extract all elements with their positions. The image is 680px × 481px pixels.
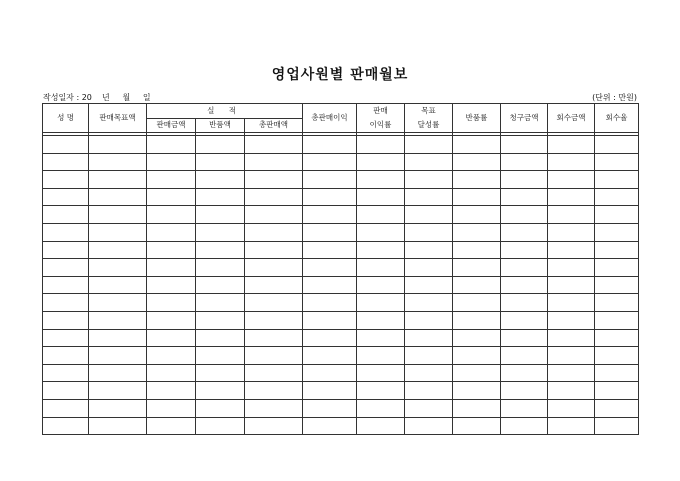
- table-cell[interactable]: [196, 311, 245, 329]
- table-cell[interactable]: [595, 259, 639, 277]
- table-cell[interactable]: [43, 276, 89, 294]
- table-cell[interactable]: [196, 364, 245, 382]
- table-cell[interactable]: [245, 136, 303, 154]
- table-cell[interactable]: [147, 188, 196, 206]
- table-row: [43, 382, 639, 400]
- table-cell[interactable]: [245, 259, 303, 277]
- report-title: 영업사원별 판매월보: [271, 67, 409, 83]
- table-cell[interactable]: [303, 206, 357, 224]
- table-cell[interactable]: [405, 188, 453, 206]
- table-row: [43, 329, 639, 347]
- table-cell[interactable]: [501, 206, 548, 224]
- header-collection-rate: 회수율: [595, 104, 639, 133]
- table-cell[interactable]: [196, 171, 245, 189]
- table-cell[interactable]: [595, 153, 639, 171]
- table-cell[interactable]: [453, 294, 501, 312]
- table-cell[interactable]: [196, 259, 245, 277]
- table-cell[interactable]: [501, 347, 548, 365]
- table-cell[interactable]: [43, 241, 89, 259]
- table-cell[interactable]: [196, 329, 245, 347]
- table-cell[interactable]: [548, 347, 595, 365]
- table-cell[interactable]: [303, 382, 357, 400]
- table-cell[interactable]: [453, 329, 501, 347]
- header-profit-rate-top: 판매: [373, 105, 388, 115]
- table-cell[interactable]: [405, 294, 453, 312]
- table-cell[interactable]: [501, 417, 548, 435]
- table-cell[interactable]: [196, 399, 245, 417]
- table-cell[interactable]: [501, 364, 548, 382]
- table-cell[interactable]: [405, 241, 453, 259]
- header-return-amount: 반품액: [196, 119, 245, 133]
- table-row: [43, 171, 639, 189]
- table-cell[interactable]: [405, 329, 453, 347]
- table-cell[interactable]: [595, 347, 639, 365]
- table-cell[interactable]: [357, 171, 405, 189]
- table-cell[interactable]: [147, 364, 196, 382]
- table-cell[interactable]: [89, 153, 147, 171]
- table-cell[interactable]: [548, 399, 595, 417]
- table-cell[interactable]: [43, 329, 89, 347]
- table-cell[interactable]: [147, 347, 196, 365]
- table-cell[interactable]: [548, 259, 595, 277]
- table-cell[interactable]: [501, 136, 548, 154]
- sales-report-table: [42, 103, 639, 435]
- table-cell[interactable]: [501, 382, 548, 400]
- table-cell[interactable]: [453, 276, 501, 294]
- table-cell[interactable]: [548, 294, 595, 312]
- header-profit-rate-bottom: 이익률: [369, 120, 392, 129]
- table-cell[interactable]: [453, 417, 501, 435]
- table-cell[interactable]: [548, 241, 595, 259]
- table-cell[interactable]: [595, 311, 639, 329]
- table-cell[interactable]: [453, 171, 501, 189]
- date-line: 작성일자 : 20 년 월 일: [43, 93, 151, 102]
- table-cell[interactable]: [357, 417, 405, 435]
- table-cell[interactable]: [501, 276, 548, 294]
- table-row: [43, 153, 639, 171]
- table-cell[interactable]: [357, 311, 405, 329]
- table-cell[interactable]: [501, 311, 548, 329]
- table-cell[interactable]: [405, 259, 453, 277]
- table-cell[interactable]: [43, 223, 89, 241]
- table-cell[interactable]: [595, 206, 639, 224]
- table-cell[interactable]: [303, 188, 357, 206]
- table-cell[interactable]: [501, 329, 548, 347]
- table-cell[interactable]: [357, 136, 405, 154]
- table-cell[interactable]: [405, 171, 453, 189]
- table-row: [43, 223, 639, 241]
- table-cell[interactable]: [245, 382, 303, 400]
- table-cell[interactable]: [548, 276, 595, 294]
- table-cell[interactable]: [595, 417, 639, 435]
- table-cell[interactable]: [453, 311, 501, 329]
- table-row: [43, 259, 639, 277]
- table-cell[interactable]: [405, 347, 453, 365]
- table-cell[interactable]: [303, 259, 357, 277]
- table-cell[interactable]: [501, 241, 548, 259]
- header-achievement: [405, 104, 453, 133]
- table-cell[interactable]: [453, 364, 501, 382]
- table-cell[interactable]: [548, 329, 595, 347]
- table-cell[interactable]: [89, 276, 147, 294]
- table-cell[interactable]: [245, 399, 303, 417]
- table-cell[interactable]: [453, 347, 501, 365]
- table-cell[interactable]: [548, 153, 595, 171]
- table-cell[interactable]: [501, 259, 548, 277]
- header-total-profit: 총판매이익: [303, 104, 357, 133]
- table-row: [43, 294, 639, 312]
- table-cell[interactable]: [357, 153, 405, 171]
- table-cell[interactable]: [196, 417, 245, 435]
- table-cell[interactable]: [405, 136, 453, 154]
- header-return-rate: 반품률: [453, 104, 501, 133]
- table-cell[interactable]: [196, 153, 245, 171]
- table-cell[interactable]: [595, 171, 639, 189]
- table-cell[interactable]: [357, 259, 405, 277]
- table-cell[interactable]: [89, 311, 147, 329]
- table-cell[interactable]: [405, 223, 453, 241]
- table-cell[interactable]: [357, 188, 405, 206]
- table-cell[interactable]: [548, 188, 595, 206]
- table-cell[interactable]: [303, 329, 357, 347]
- table-row: [43, 417, 639, 435]
- table-cell[interactable]: [43, 347, 89, 365]
- table-cell[interactable]: [405, 382, 453, 400]
- table-cell[interactable]: [43, 311, 89, 329]
- table-cell[interactable]: [89, 294, 147, 312]
- table-cell[interactable]: [89, 399, 147, 417]
- table-cell[interactable]: [453, 399, 501, 417]
- table-cell[interactable]: [357, 347, 405, 365]
- header-achievement-bottom: 달성률: [417, 120, 440, 129]
- table-cell[interactable]: [357, 399, 405, 417]
- header-profit-rate: [357, 104, 405, 133]
- table-row: [43, 206, 639, 224]
- table-cell[interactable]: [453, 382, 501, 400]
- table-row: [43, 188, 639, 206]
- table-cell[interactable]: [147, 417, 196, 435]
- header-total-sales: 총판매액: [245, 119, 303, 133]
- table-cell[interactable]: [501, 223, 548, 241]
- header-target-amount: 판매목표액: [89, 104, 147, 133]
- table-cell[interactable]: [89, 188, 147, 206]
- table-cell[interactable]: [595, 276, 639, 294]
- table-cell[interactable]: [405, 399, 453, 417]
- table-cell[interactable]: [43, 136, 89, 154]
- table-cell[interactable]: [595, 399, 639, 417]
- table-cell[interactable]: [357, 294, 405, 312]
- header-performance-text: 실 적: [207, 105, 242, 115]
- table-cell[interactable]: [196, 136, 245, 154]
- table-cell[interactable]: [405, 206, 453, 224]
- table-cell[interactable]: [548, 311, 595, 329]
- table-cell[interactable]: [595, 294, 639, 312]
- table-cell[interactable]: [147, 399, 196, 417]
- table-cell[interactable]: [147, 241, 196, 259]
- table-cell[interactable]: [89, 329, 147, 347]
- table-cell[interactable]: [89, 417, 147, 435]
- table-cell[interactable]: [303, 399, 357, 417]
- table-cell[interactable]: [43, 171, 89, 189]
- table-cell[interactable]: [89, 223, 147, 241]
- header-name-text: 성 명: [57, 112, 74, 122]
- table-cell[interactable]: [501, 153, 548, 171]
- table-cell[interactable]: [147, 329, 196, 347]
- table-cell[interactable]: [405, 153, 453, 171]
- table-row: [43, 347, 639, 365]
- header-billed-amount: 청구금액: [501, 104, 548, 133]
- table-cell[interactable]: [89, 206, 147, 224]
- table-cell[interactable]: [245, 329, 303, 347]
- table-cell[interactable]: [595, 223, 639, 241]
- table-cell[interactable]: [43, 382, 89, 400]
- table-cell[interactable]: [453, 136, 501, 154]
- table-cell[interactable]: [245, 364, 303, 382]
- table-cell[interactable]: [147, 276, 196, 294]
- table-cell[interactable]: [405, 311, 453, 329]
- table-cell[interactable]: [147, 311, 196, 329]
- table-cell[interactable]: [303, 311, 357, 329]
- table-cell[interactable]: [43, 364, 89, 382]
- table-cell[interactable]: [147, 171, 196, 189]
- table-cell[interactable]: [89, 241, 147, 259]
- table-cell[interactable]: [453, 223, 501, 241]
- table-cell[interactable]: [405, 276, 453, 294]
- table-cell[interactable]: [89, 136, 147, 154]
- table-cell[interactable]: [357, 329, 405, 347]
- table-cell[interactable]: [453, 259, 501, 277]
- header-sales-amount: 판매금액: [147, 119, 196, 133]
- table-cell[interactable]: [43, 153, 89, 171]
- table-cell[interactable]: [245, 188, 303, 206]
- table-cell[interactable]: [196, 223, 245, 241]
- table-cell[interactable]: [303, 347, 357, 365]
- table-cell[interactable]: [548, 223, 595, 241]
- table-cell[interactable]: [89, 364, 147, 382]
- table-cell[interactable]: [548, 382, 595, 400]
- table-cell[interactable]: [595, 136, 639, 154]
- table-cell[interactable]: [548, 171, 595, 189]
- table-cell[interactable]: [245, 223, 303, 241]
- table-cell[interactable]: [147, 223, 196, 241]
- table-cell[interactable]: [245, 171, 303, 189]
- table-row: [43, 136, 639, 154]
- table-cell[interactable]: [245, 294, 303, 312]
- table-cell[interactable]: [196, 206, 245, 224]
- table-cell[interactable]: [147, 153, 196, 171]
- unit-line: (단위 : 만원): [592, 93, 637, 102]
- table-cell[interactable]: [595, 382, 639, 400]
- header-achievement-top: 목표: [421, 105, 436, 115]
- table-cell[interactable]: [89, 259, 147, 277]
- table-cell[interactable]: [501, 171, 548, 189]
- table-cell[interactable]: [548, 417, 595, 435]
- table-cell[interactable]: [43, 188, 89, 206]
- table-cell[interactable]: [303, 171, 357, 189]
- table-cell[interactable]: [303, 417, 357, 435]
- table-cell[interactable]: [357, 223, 405, 241]
- table-row: [43, 399, 639, 417]
- table-cell[interactable]: [357, 241, 405, 259]
- table-cell[interactable]: [405, 417, 453, 435]
- table-cell[interactable]: [245, 241, 303, 259]
- table-cell[interactable]: [303, 223, 357, 241]
- table-cell[interactable]: [147, 294, 196, 312]
- table-cell[interactable]: [196, 294, 245, 312]
- table-cell[interactable]: [548, 364, 595, 382]
- table-cell[interactable]: [89, 171, 147, 189]
- table-cell[interactable]: [196, 188, 245, 206]
- table-cell[interactable]: [43, 417, 89, 435]
- table-cell[interactable]: [147, 136, 196, 154]
- table-cell[interactable]: [303, 294, 357, 312]
- table-cell[interactable]: [147, 259, 196, 277]
- table-cell[interactable]: [357, 364, 405, 382]
- table-cell[interactable]: [147, 206, 196, 224]
- table-cell[interactable]: [453, 241, 501, 259]
- table-cell[interactable]: [357, 382, 405, 400]
- table-cell[interactable]: [357, 206, 405, 224]
- table-row: [43, 364, 639, 382]
- header-collected-amount: 회수금액: [548, 104, 595, 133]
- table-cell[interactable]: [303, 276, 357, 294]
- table-cell[interactable]: [405, 364, 453, 382]
- table-cell[interactable]: [595, 329, 639, 347]
- table-cell[interactable]: [43, 294, 89, 312]
- header-performance: [147, 104, 303, 119]
- table-cell[interactable]: [43, 206, 89, 224]
- table-cell[interactable]: [196, 382, 245, 400]
- table-cell[interactable]: [43, 399, 89, 417]
- report-body: [43, 133, 639, 435]
- table-cell[interactable]: [196, 276, 245, 294]
- table-cell[interactable]: [43, 259, 89, 277]
- table-cell[interactable]: [196, 241, 245, 259]
- table-cell[interactable]: [453, 206, 501, 224]
- table-cell[interactable]: [303, 364, 357, 382]
- table-cell[interactable]: [595, 241, 639, 259]
- table-cell[interactable]: [501, 399, 548, 417]
- table-cell[interactable]: [501, 294, 548, 312]
- table-cell[interactable]: [501, 188, 548, 206]
- table-cell[interactable]: [595, 188, 639, 206]
- table-cell[interactable]: [595, 364, 639, 382]
- table-cell[interactable]: [303, 136, 357, 154]
- table-cell[interactable]: [196, 347, 245, 365]
- table-row: [43, 241, 639, 259]
- table-cell[interactable]: [245, 153, 303, 171]
- table-cell[interactable]: [548, 136, 595, 154]
- header-name: [43, 104, 89, 133]
- table-cell[interactable]: [89, 382, 147, 400]
- table-cell[interactable]: [245, 417, 303, 435]
- table-cell[interactable]: [245, 347, 303, 365]
- table-cell[interactable]: [453, 153, 501, 171]
- table-cell[interactable]: [147, 382, 196, 400]
- table-cell[interactable]: [245, 206, 303, 224]
- table-cell[interactable]: [357, 276, 405, 294]
- table-cell[interactable]: [303, 241, 357, 259]
- table-cell[interactable]: [453, 188, 501, 206]
- table-cell[interactable]: [89, 347, 147, 365]
- table-row: [43, 311, 639, 329]
- table-cell[interactable]: [303, 153, 357, 171]
- table-row: [43, 276, 639, 294]
- table-cell[interactable]: [245, 276, 303, 294]
- table-cell[interactable]: [548, 206, 595, 224]
- table-cell[interactable]: [245, 311, 303, 329]
